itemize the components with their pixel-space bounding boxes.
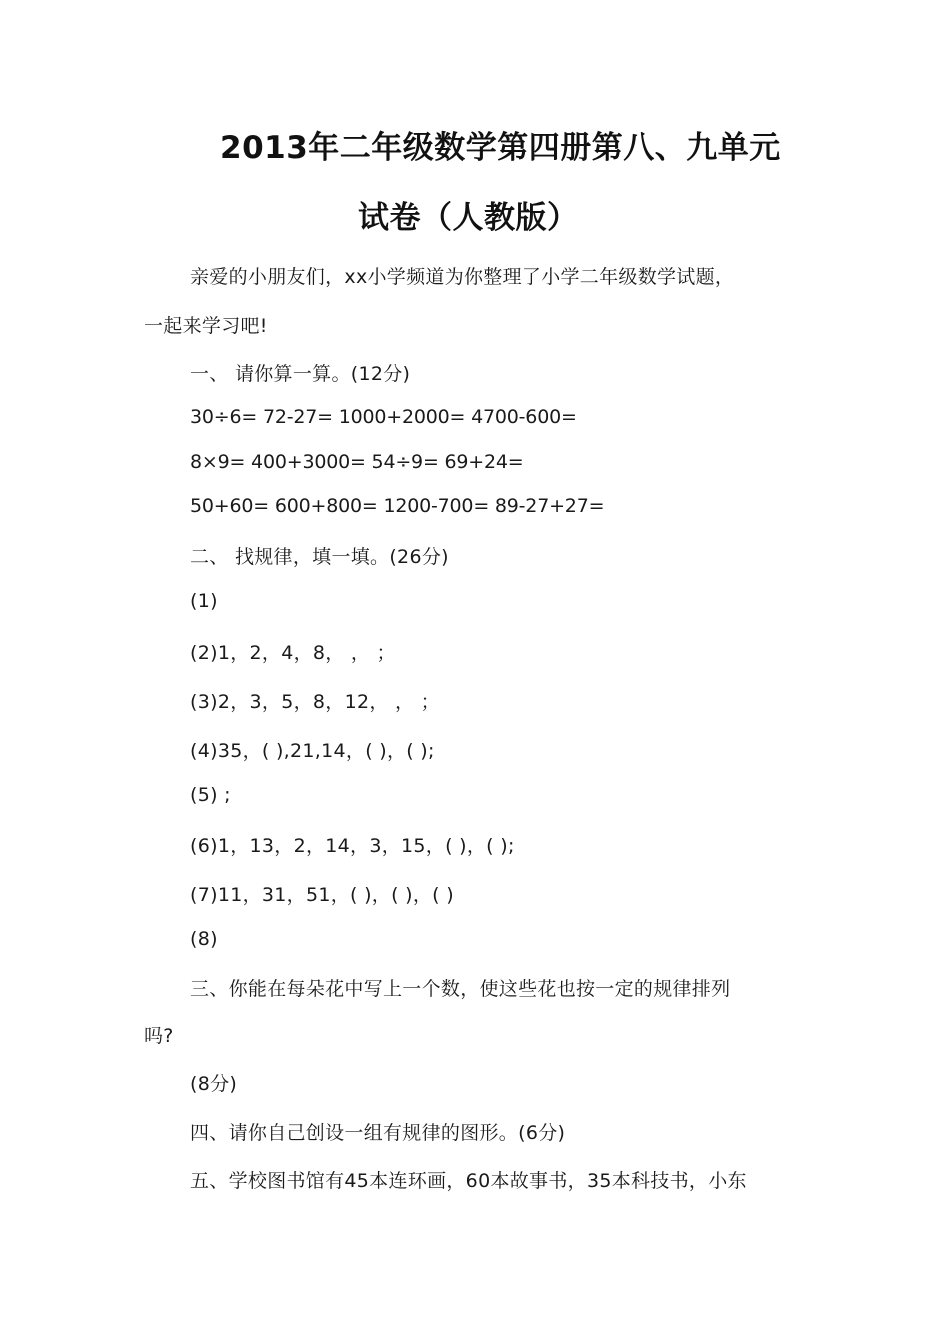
section-2-item: (2)1，2，4，8， ， ； — [190, 642, 396, 664]
section-2-item: (7)11，31，51，( )，( )，( ) — [190, 884, 454, 906]
intro-line-1: 亲爱的小朋友们，xx小学频道为你整理了小学二年级数学试题， — [190, 266, 735, 288]
title-line-1: 2013年二年级数学第四册第八、九单元 — [220, 130, 781, 166]
section-1-row: 30÷6= 72-27= 1000+2000= 4700-600= — [190, 406, 577, 428]
section-3-score: (8分) — [190, 1073, 238, 1095]
section-1-row: 8×9= 400+3000= 54÷9= 69+24= — [190, 451, 524, 473]
section-4-heading: 四、请你自己创设一组有规律的图形。(6分) — [190, 1122, 566, 1144]
section-2-item: (5) ; — [190, 784, 231, 806]
section-2-item: (6)1，13，2，14，3，15，( )，( ); — [190, 835, 515, 857]
section-2-heading: 二、 找规律，填一填。(26分) — [190, 546, 449, 568]
title-line-2: 试卷（人教版） — [358, 200, 579, 236]
section-2-item: (1) — [190, 590, 218, 612]
section-1-row: 50+60= 600+800= 1200-700= 89-27+27= — [190, 495, 605, 517]
section-1-heading: 一、 请你算一算。(12分) — [190, 363, 411, 385]
intro-line-2: 一起来学习吧! — [144, 315, 268, 337]
section-5-line-1: 五、学校图书馆有45本连环画，60本故事书，35本科技书，小东 — [190, 1170, 747, 1192]
section-2-item: (3)2，3，5，8，12， ， ； — [190, 691, 440, 713]
section-3-line-2: 吗? — [144, 1025, 174, 1047]
section-2-item: (4)35，( ),21,14，( )，( ); — [190, 740, 435, 762]
section-3-line-1: 三、你能在每朵花中写上一个数，使这些花也按一定的规律排列 — [190, 978, 731, 1000]
section-2-item: (8) — [190, 928, 218, 950]
